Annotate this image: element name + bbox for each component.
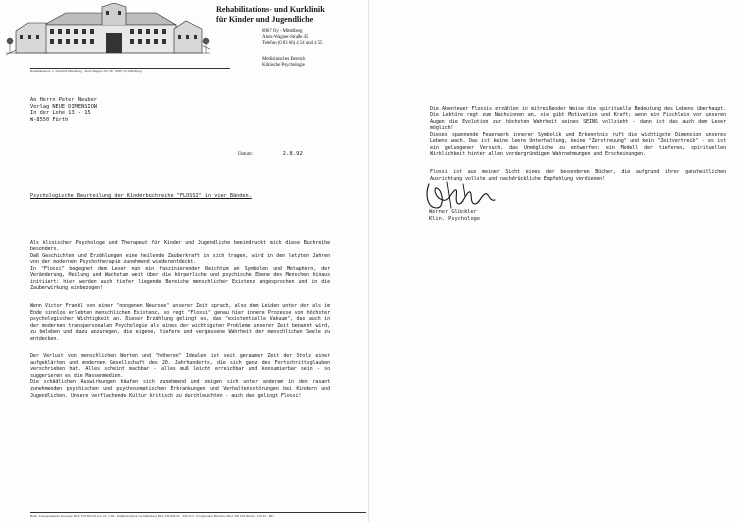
signer-title: Klin. Psychologe bbox=[429, 216, 481, 222]
paragraph: Als klinischer Psychologe und Therapeut für Kinder und Jugendliche beeindruckt mich diese Buchreihe besonders. Daß Geschichten und Erzählungen eine heilende Zauberkraft in sich tragen, wird in den letzten Jahren von der modernen Psychotherapie zunehmend wiederentdeckt. In "Flossi" begegnet dem Leser nun ein faszinierender Reichtum an Symbolen und Metaphern, der Veränderung, Heilung und Wachstum weit über die körperliche und psychische Ebene des Menschen hinaus initiiert: hier werden auch tiefer liegende Bereiche menschlicher Existenz angesprochen und in die Zauberwirkung einbezogen! bbox=[30, 239, 330, 292]
footer-bank-details: Bank: Kreissparkasse Kempten BLZ 733 500 00 Kto.-Nr. 4 63 · Raiffeisenbank Oy-Mittelberg BLZ 733 699 52 · 200 473 · Postgiroamt München BLZ 700 100 80 Kto. 713 13 - 807 bbox=[30, 514, 274, 518]
recipient-line: An Herrn Peter Neuber bbox=[30, 97, 97, 103]
recipient-line: W-8550 Fürth bbox=[30, 116, 69, 123]
department-line: Medizinischer Bereich bbox=[262, 57, 306, 62]
address-line: Alois-Wagner-Straße 45 bbox=[262, 35, 309, 40]
paragraph: Die Abenteuer Flossis erzählen in mitreißender Weise die spirituelle Bedeutung des Lebens überhaupt. Die Lektüre regt zum Nachsinnen an, sie gibt Motivation und Kraft; wenn ein Fischlein vor unseren Augen die Evolution zur höchsten Wahrheit seines SEINS vollzieht - dann ist das auch dem Leser möglich! Dieses spannende Feuerwerk innerer Symbolik und Erkenntnis ruft die wichtigste Dimension unseres Lebens wach. Das ist keine leere Unterhaltung, keine "Zerstreuung" und kein "Zeitvertreib" - es ist ein gelungener Versuch, das Unmögliche zu entwerfen: ein Modell der tieferen, spirituellen Wirklichkeit hinter allen vordergründigen Wahrnehmungen und Erscheinungen. bbox=[430, 105, 726, 158]
recipient-address bbox=[30, 97, 97, 123]
paragraph: Flossi ist aus meiner Sicht eines der besonderen Bücher, die aufgrund ihrer ganzheitlichen Ausrichtung vollste und nachdrückliche Empfehlung verdienen! bbox=[430, 168, 726, 182]
clinic-building-illustration bbox=[6, 3, 210, 65]
paragraph: Der Verlust von menschlichen Werten und "höheren" Idealen ist seit geraumer Zeit der Stolz einer aufgeklärten und modernen Gesellschaft des 20. Jahrhunderts, die sich ganz des Fortschrittsglauben verschrieben hat. Alles scheint machbar - alles muß leicht erreichbar und konsumierbar sein - so suggerieren es die Massenmedien. Die schädlichen Auswirkungen häufen sich zunehmend und zeigen sich unter anderem in den rasant zunehmenden psychischen und psychosomatischen Erkrankungen und Verhaltensstörungen bei Kindern und Jugendlichen. Unsere verflachende Kultur kritisch zu durchleuchten - auch das gelingt Flossi! bbox=[30, 353, 330, 399]
subject-line: Psychologische Beurteilung der Kinderbuchreihe "FLOSSI" in vier Bänden. bbox=[30, 193, 252, 199]
department-line: Klinische Psychologie bbox=[262, 63, 305, 68]
letter-body-left bbox=[30, 233, 330, 410]
return-address: Rehabilitations- u. Kurklinik Mittelberg · Alois-Wagner-Str. 45 · 8967 Oy-Mittelberg bbox=[30, 69, 142, 73]
signer-name: Werner Glückler bbox=[429, 209, 477, 215]
paragraph: Wenn Victor Frankl von einer "noogenen Neurose" unserer Zeit sprach, also dem Leiden unter der als im Ende sinnlos erlebten menschlichen Existenz, so regt "Flossi" genau hier innere Prozesse von höchster psychologischer Wichtigkeit an. Dieser Erzählung gelingt es, das "existentielle Vakuum", das auch in der modernen transpersonalen Psychologie als eines der wichtigsten Probleme unserer Zeit benannt wird, zu beleben und dazu anzuregen, die eigene, tiefere und vergessene Wahrheit der menschlichen Seele zu entdecken. bbox=[30, 302, 330, 342]
clinic-address bbox=[262, 29, 322, 47]
date-label: Datum: bbox=[238, 152, 253, 157]
department bbox=[262, 57, 305, 69]
clinic-name-line1: Rehabilitations- und Kurklinik bbox=[216, 5, 325, 14]
date-value: 2.8.92 bbox=[282, 151, 303, 157]
recipient-line: Verlag NEUE DIMENSION bbox=[30, 103, 97, 110]
clinic-name bbox=[216, 5, 366, 24]
date-block bbox=[238, 140, 303, 159]
signature-block bbox=[429, 209, 480, 223]
clinic-name-line2: für Kinder und Jugendliche bbox=[216, 14, 314, 24]
footer-rule bbox=[30, 512, 366, 513]
address-line: Telefon (0 83 66) 4 54 und 4 55 bbox=[262, 41, 323, 46]
right-page bbox=[369, 0, 737, 522]
address-line: 8967 Oy - Mittelberg bbox=[262, 29, 303, 34]
recipient-line: In der Lohe 13 - 15 bbox=[30, 110, 91, 117]
